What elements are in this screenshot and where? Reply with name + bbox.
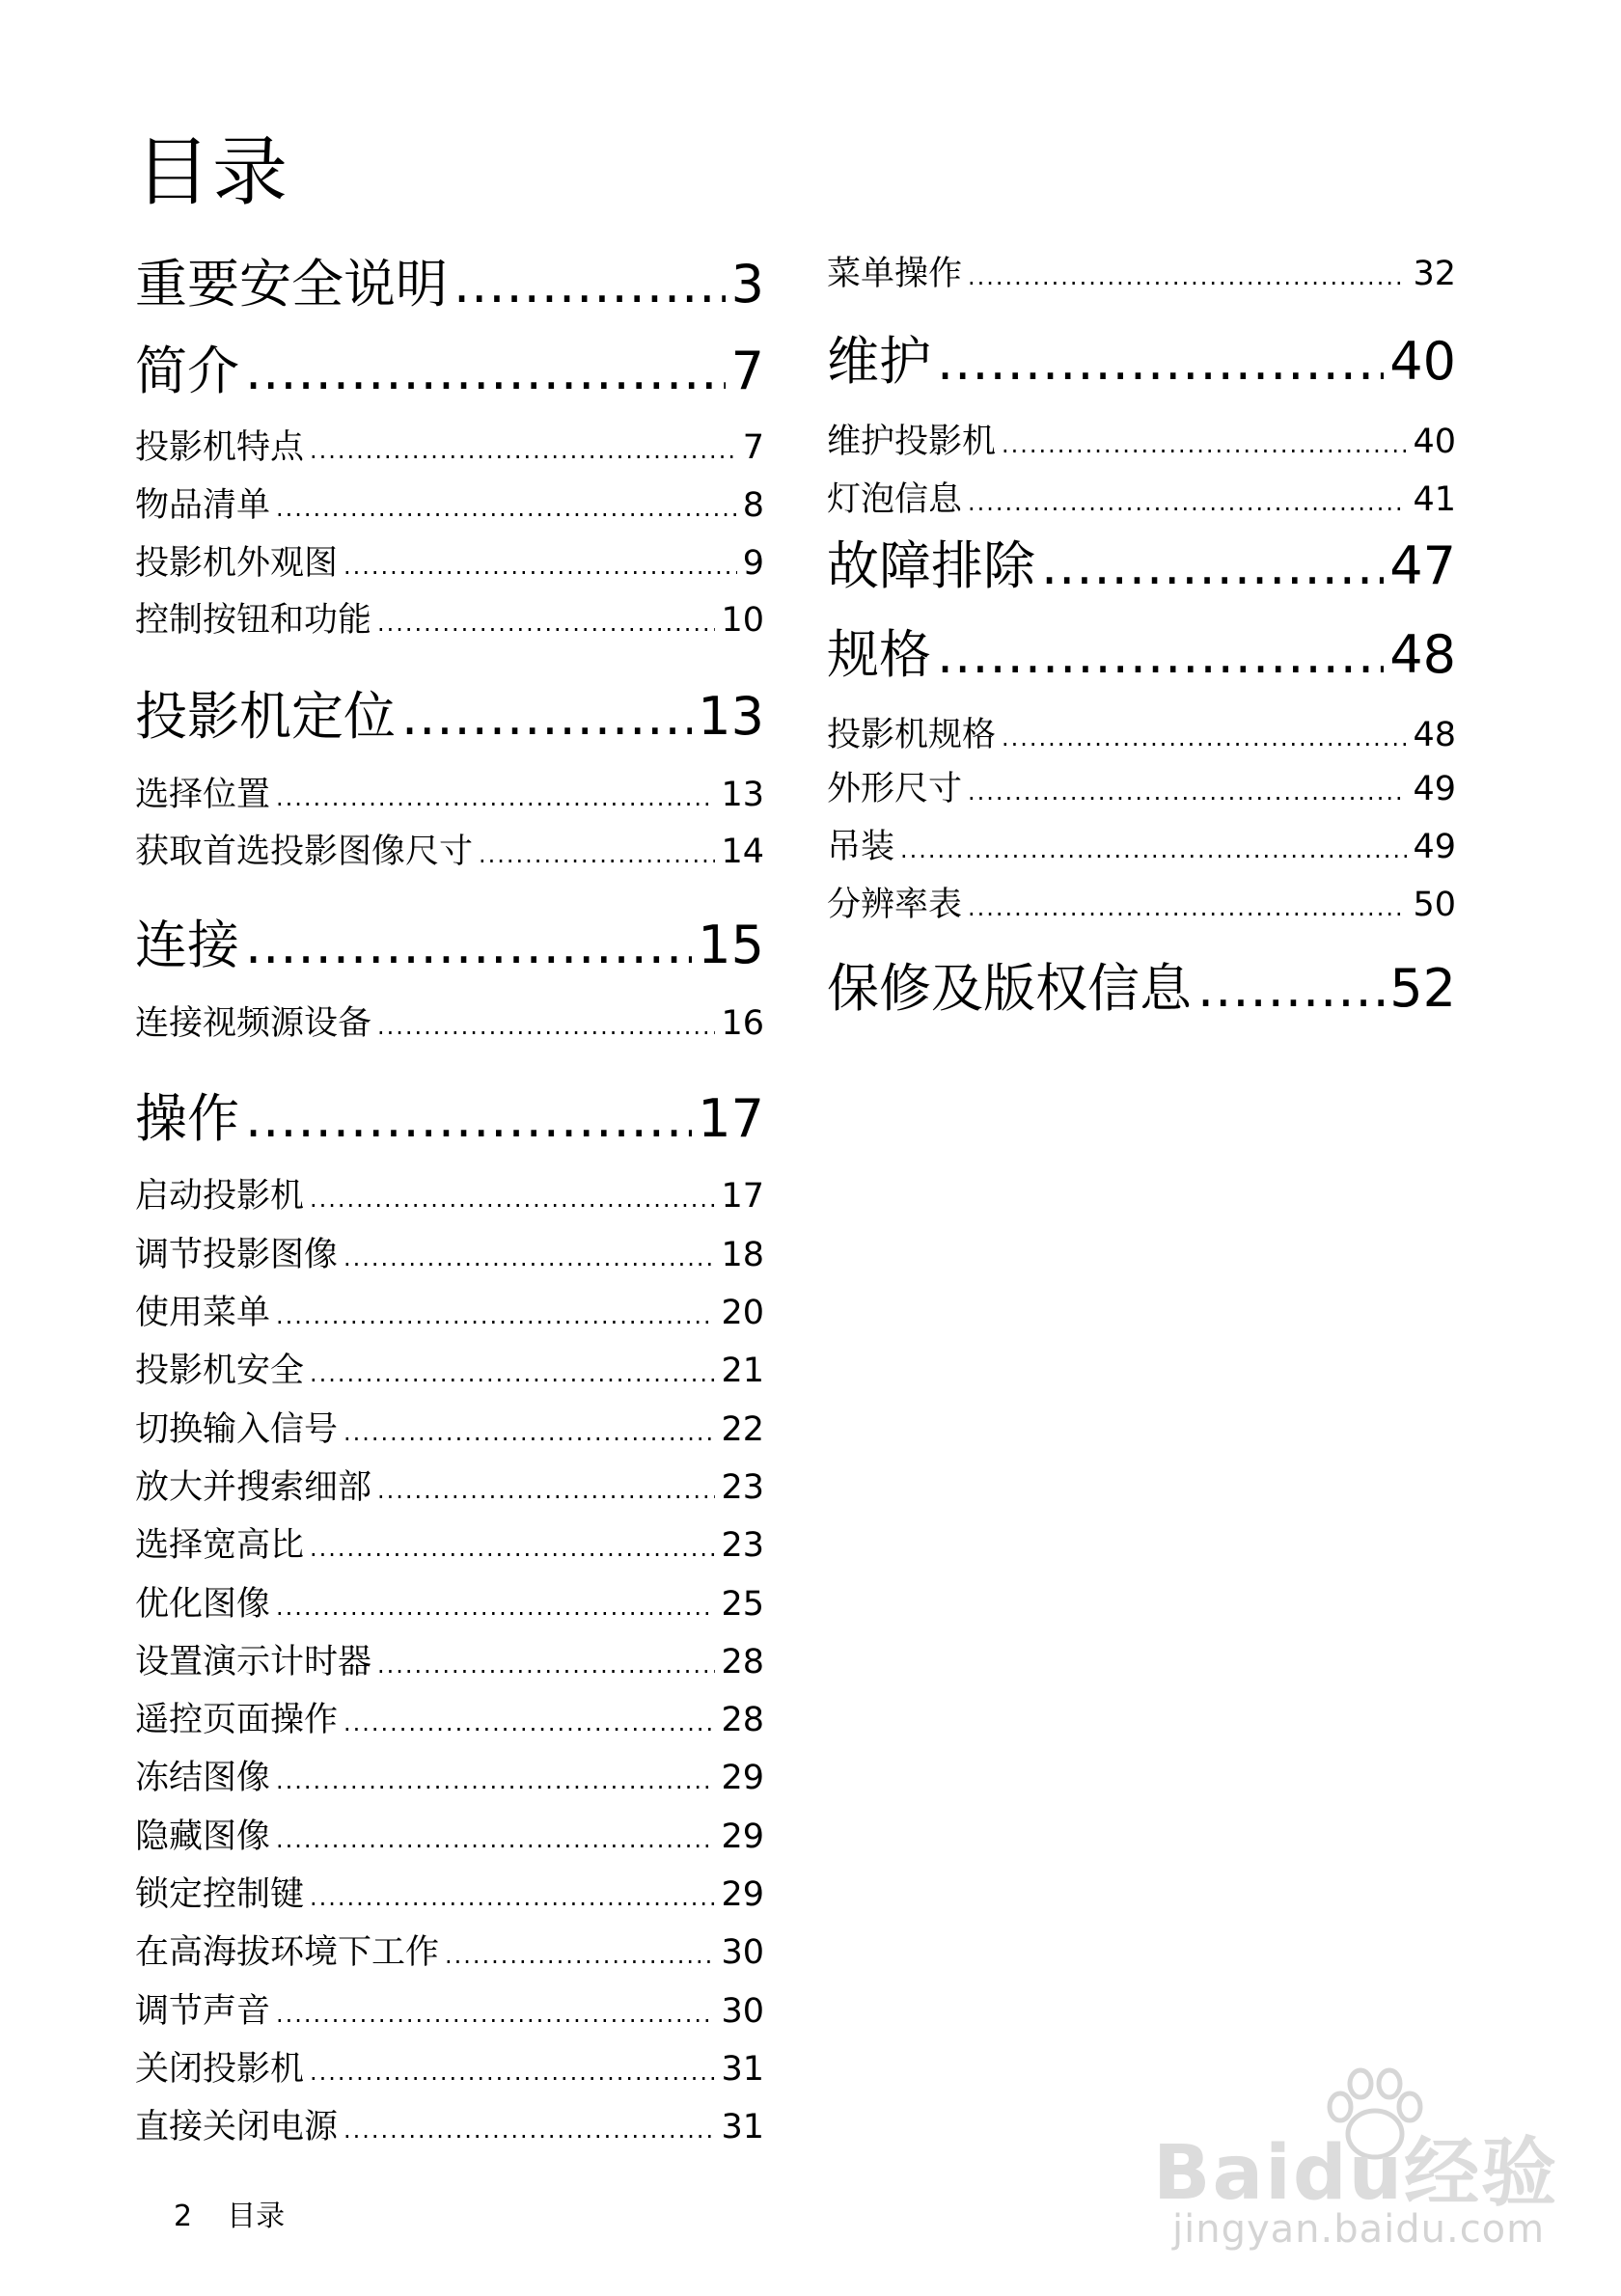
toc-dot-leader	[937, 333, 1384, 391]
toc-dot-leader	[245, 916, 692, 974]
toc-dot-leader	[453, 256, 726, 314]
toc-entry-page-number: 25	[721, 1585, 764, 1624]
toc-section-entry[interactable]	[135, 1235, 764, 1277]
toc-chapter-entry[interactable]	[827, 537, 1456, 597]
toc-entry-label: 切换输入信号	[135, 1410, 339, 1449]
toc-entry-label: 吊装	[827, 828, 895, 866]
toc-section-entry[interactable]	[135, 427, 764, 470]
toc-section-entry[interactable]	[135, 1642, 764, 1684]
toc-entry-label: 维护	[827, 331, 931, 392]
toc-dot-leader	[276, 778, 715, 818]
toc-dot-leader	[1002, 718, 1407, 758]
toc-dot-leader	[245, 1090, 692, 1148]
footer-section-name: 目录	[227, 2200, 286, 2233]
toc-dot-leader	[343, 1238, 715, 1278]
toc-entry-label: 放大并搜索细部	[135, 1468, 372, 1507]
toc-dot-leader	[276, 1587, 715, 1627]
toc-entry-page-number: 31	[721, 2050, 764, 2089]
toc-entry-page-number: 50	[1413, 886, 1456, 924]
toc-entry-page-number: 29	[721, 1759, 764, 1797]
toc-entry-label: 分辨率表	[827, 886, 963, 924]
toc-section-entry[interactable]	[135, 775, 764, 817]
toc-entry-page-number: 40	[1413, 423, 1456, 461]
toc-dot-leader	[310, 1353, 715, 1394]
toc-entry-label: 连接	[135, 915, 239, 975]
toc-section-entry[interactable]	[135, 1293, 764, 1335]
toc-dot-leader	[343, 1703, 715, 1743]
toc-entry-page-number: 28	[721, 1643, 764, 1681]
toc-entry-page-number: 30	[721, 1933, 764, 1972]
toc-section-entry[interactable]	[827, 827, 1456, 869]
toc-entry-label: 投影机安全	[135, 1352, 305, 1390]
toc-section-entry[interactable]	[827, 769, 1456, 811]
toc-entry-label: 使用菜单	[135, 1294, 271, 1332]
toc-entry-page-number: 13	[698, 686, 764, 747]
toc-entry-page-number: 48	[1389, 624, 1456, 685]
toc-entry-label: 保修及版权信息	[827, 958, 1192, 1019]
toc-dot-leader	[377, 1006, 715, 1047]
toc-dot-leader	[310, 1528, 715, 1569]
toc-dot-leader	[377, 603, 715, 643]
toc-dot-leader	[276, 1296, 715, 1336]
toc-dot-leader	[343, 2110, 715, 2150]
toc-section-entry[interactable]	[135, 1758, 764, 1800]
toc-entry-page-number: 13	[721, 776, 764, 814]
toc-section-entry[interactable]	[135, 1525, 764, 1568]
toc-dot-leader	[276, 1761, 715, 1801]
toc-entry-page-number: 17	[721, 1177, 764, 1216]
toc-dot-leader	[479, 834, 715, 875]
toc-section-entry[interactable]	[827, 479, 1456, 522]
toc-entry-label: 简介	[135, 341, 239, 401]
toc-entry-page-number: 23	[721, 1526, 764, 1565]
toc-entry-page-number: 32	[1413, 255, 1456, 293]
toc-dot-leader	[276, 488, 737, 529]
toc-section-entry[interactable]	[135, 485, 764, 528]
toc-entry-page-number: 23	[721, 1468, 764, 1507]
toc-section-entry[interactable]	[135, 2049, 764, 2091]
toc-chapter-entry[interactable]	[827, 333, 1456, 393]
toc-entry-page-number: 9	[742, 544, 764, 583]
toc-entry-label: 外形尺寸	[827, 770, 963, 808]
toc-entry-page-number: 22	[721, 1410, 764, 1449]
page-title: 目录	[135, 129, 290, 216]
toc-dot-leader	[968, 257, 1407, 297]
toc-dot-leader	[900, 830, 1407, 870]
toc-dot-leader	[937, 626, 1384, 684]
toc-entry-page-number: 16	[721, 1004, 764, 1043]
toc-entry-label: 投影机外观图	[135, 544, 339, 583]
toc-entry-page-number: 17	[698, 1088, 764, 1149]
toc-entry-label: 规格	[827, 624, 931, 685]
toc-entry-page-number: 15	[698, 915, 764, 975]
toc-entry-page-number: 8	[742, 486, 764, 525]
toc-dot-leader	[377, 1645, 715, 1685]
toc-section-entry[interactable]	[135, 1584, 764, 1626]
toc-entry-page-number: 41	[1413, 480, 1456, 519]
toc-entry-label: 调节投影图像	[135, 1236, 339, 1274]
toc-dot-leader	[310, 1179, 715, 1219]
toc-entry-label: 选择位置	[135, 776, 271, 814]
toc-section-entry[interactable]	[827, 885, 1456, 927]
page-footer	[174, 2192, 285, 2234]
toc-entry-label: 遥控页面操作	[135, 1701, 339, 1739]
toc-chapter-entry[interactable]	[135, 688, 764, 748]
toc-entry-page-number: 29	[721, 1875, 764, 1914]
toc-entry-label: 灯泡信息	[827, 480, 963, 519]
toc-section-entry[interactable]	[135, 2107, 764, 2149]
toc-dot-leader	[1041, 537, 1384, 595]
toc-section-entry[interactable]	[135, 600, 764, 642]
toc-entry-label: 维护投影机	[827, 423, 997, 461]
toc-section-entry[interactable]	[135, 1467, 764, 1510]
toc-dot-leader	[1002, 424, 1407, 465]
toc-dot-leader	[245, 342, 726, 400]
toc-dot-leader	[968, 482, 1407, 523]
toc-entry-label: 直接关闭电源	[135, 2108, 339, 2146]
toc-entry-label: 投影机规格	[827, 716, 997, 754]
toc-section-entry[interactable]	[135, 1817, 764, 1859]
toc-entry-label: 锁定控制键	[135, 1875, 305, 1914]
toc-entry-label: 关闭投影机	[135, 2050, 305, 2089]
toc-section-entry[interactable]	[827, 422, 1456, 464]
toc-entry-page-number: 49	[1413, 770, 1456, 808]
toc-dot-leader	[276, 1819, 715, 1860]
toc-entry-page-number: 48	[1413, 716, 1456, 754]
toc-dot-leader	[445, 1935, 715, 1976]
toc-entry-label: 操作	[135, 1088, 239, 1149]
toc-section-entry[interactable]	[135, 1932, 764, 1975]
toc-dot-leader	[968, 772, 1407, 812]
toc-section-entry[interactable]	[135, 1991, 764, 2034]
toc-dot-leader	[310, 2052, 715, 2092]
toc-entry-page-number: 21	[721, 1352, 764, 1390]
toc-entry-page-number: 49	[1413, 828, 1456, 866]
toc-entry-label: 隐藏图像	[135, 1818, 271, 1856]
toc-entry-label: 优化图像	[135, 1585, 271, 1624]
toc-entry-label: 启动投影机	[135, 1177, 305, 1216]
toc-chapter-entry[interactable]	[827, 960, 1456, 1020]
toc-section-entry[interactable]	[135, 1351, 764, 1393]
toc-section-entry[interactable]	[135, 1700, 764, 1742]
toc-entry-label: 物品清单	[135, 486, 271, 525]
toc-entry-label: 重要安全说明	[135, 254, 448, 314]
toc-entry-label: 冻结图像	[135, 1759, 271, 1797]
toc-chapter-entry[interactable]	[135, 256, 764, 315]
toc-entry-page-number: 52	[1389, 958, 1456, 1019]
toc-dot-leader	[401, 688, 692, 746]
toc-section-entry[interactable]	[135, 1003, 764, 1046]
footer-page-number: 2	[174, 2200, 193, 2233]
toc-entry-label: 投影机定位	[135, 686, 396, 747]
toc-entry-page-number: 3	[730, 254, 764, 314]
toc-chapter-entry[interactable]	[827, 626, 1456, 686]
toc-chapter-entry[interactable]	[135, 342, 764, 402]
toc-entry-label: 故障排除	[827, 535, 1035, 596]
toc-entry-label: 在高海拔环境下工作	[135, 1933, 440, 1972]
toc-entry-label: 菜单操作	[827, 255, 963, 293]
toc-entry-label: 连接视频源设备	[135, 1004, 372, 1043]
toc-dot-leader	[343, 546, 737, 587]
toc-dot-leader	[377, 1470, 715, 1511]
toc-entry-page-number: 14	[721, 833, 764, 871]
baidu-watermark	[1153, 2064, 1587, 2257]
toc-section-entry[interactable]	[135, 1409, 764, 1452]
toc-entry-label: 投影机特点	[135, 428, 305, 467]
toc-section-entry[interactable]	[827, 254, 1456, 296]
toc-entry-page-number: 7	[730, 341, 764, 401]
toc-chapter-entry[interactable]	[135, 1090, 764, 1150]
toc-entry-page-number: 20	[721, 1294, 764, 1332]
toc-entry-label: 控制按钮和功能	[135, 601, 372, 640]
toc-dot-leader	[343, 1412, 715, 1453]
toc-entry-page-number: 40	[1389, 331, 1456, 392]
toc-section-entry[interactable]	[135, 1874, 764, 1917]
toc-section-entry[interactable]	[135, 543, 764, 586]
toc-dot-leader	[968, 888, 1407, 928]
toc-entry-page-number: 18	[721, 1236, 764, 1274]
toc-dot-leader	[310, 430, 737, 471]
toc-entry-label: 获取首选投影图像尺寸	[135, 833, 474, 871]
toc-dot-leader	[276, 1994, 715, 2035]
toc-chapter-entry[interactable]	[135, 916, 764, 976]
toc-entry-label: 调节声音	[135, 1992, 271, 2031]
toc-entry-page-number: 29	[721, 1818, 764, 1856]
toc-entry-page-number: 30	[721, 1992, 764, 2031]
toc-entry-label: 设置演示计时器	[135, 1643, 372, 1681]
toc-section-entry[interactable]	[827, 715, 1456, 757]
toc-section-entry[interactable]	[135, 1176, 764, 1218]
toc-section-entry[interactable]	[135, 832, 764, 874]
toc-dot-leader	[310, 1877, 715, 1918]
toc-entry-page-number: 7	[742, 428, 764, 467]
toc-dot-leader	[1197, 960, 1384, 1018]
toc-entry-page-number: 31	[721, 2108, 764, 2146]
watermark-logo-text: Baidu经验	[1153, 2130, 1559, 2217]
toc-entry-label: 选择宽高比	[135, 1526, 305, 1565]
watermark-url: jingyan.baidu.com	[1172, 2207, 1546, 2252]
toc-entry-page-number: 28	[721, 1701, 764, 1739]
toc-entry-page-number: 47	[1389, 535, 1456, 596]
toc-entry-page-number: 10	[721, 601, 764, 640]
